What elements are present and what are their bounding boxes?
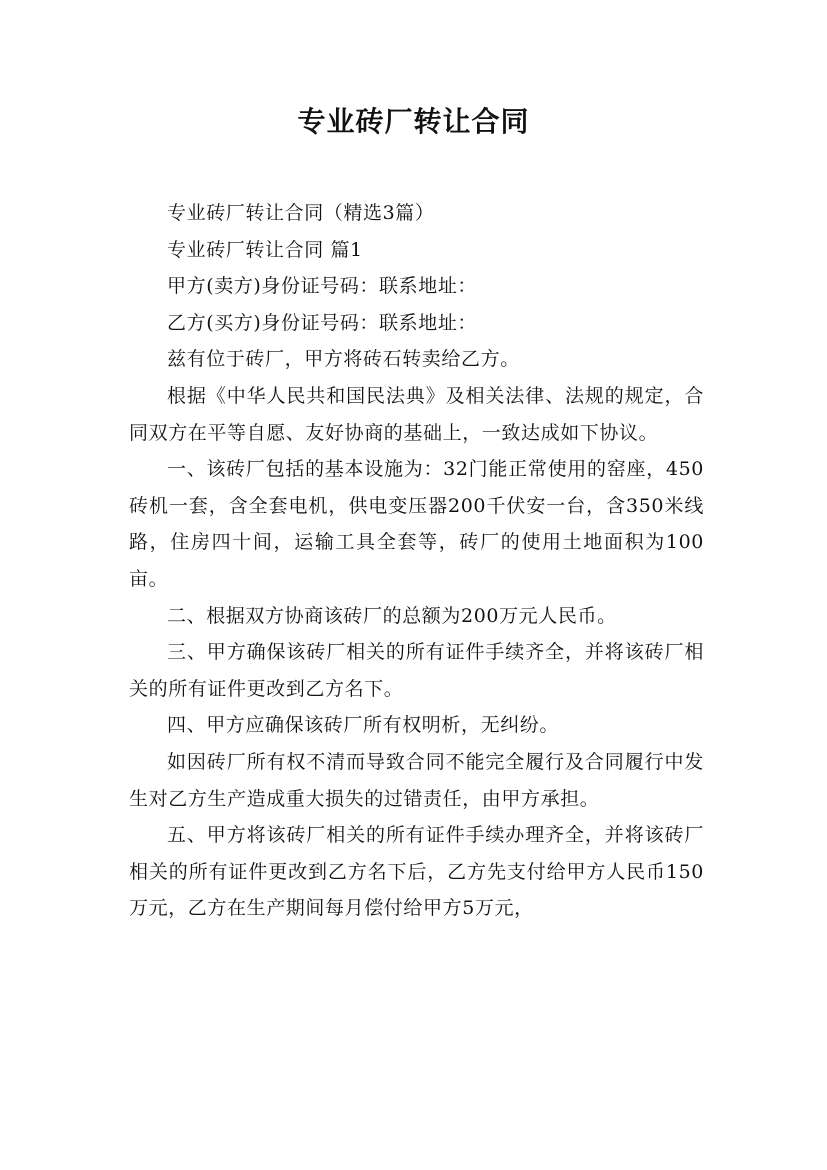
paragraph-clause-2: 二、根据双方协商该砖厂的总额为200万元人民币。: [167, 604, 617, 627]
paragraph-clause-3: 三、甲方确保该砖厂相关的所有证件手续齐全，并将该砖厂相关的所有证件更改到乙方名下。: [129, 641, 704, 700]
paragraph-liability: 如因砖厂所有权不清而导致合同不能完全履行及合同履行中发生对乙方生产造成重大损失的过错责任，由甲方承担。: [129, 750, 704, 810]
paragraph-section-heading: 专业砖厂转让合同 篇1: [167, 238, 363, 261]
paragraph-clause-5: 五、甲方将该砖厂相关的所有证件手续办理齐全，并将该砖厂相关的所有证件更改到乙方名下后，乙方先支付给甲方人民币150万元，乙方在生产期间每月偿付给甲方5万元，: [129, 824, 704, 920]
document-body: [129, 195, 704, 927]
paragraph-intro: 兹有位于砖厂，甲方将砖石转卖给乙方。: [167, 348, 520, 371]
paragraph-party-a: 甲方(卖方)身份证号码：联系地址：: [167, 275, 478, 298]
paragraph-clause-4: 四、甲方应确保该砖厂所有权明析，无纠纷。: [167, 714, 560, 737]
paragraph-clause-1: 一、该砖厂包括的基本设施为：32门能正常使用的窑座，450砖机一套，含全套电机，供电变压器200千伏安一台，含350米线路，住房四十间，运输工具全套等，砖厂的使用土地面积为100亩。: [129, 458, 704, 590]
paragraph-legal-basis: 根据《中华人民共和国民法典》及相关法律、法规的规定，合同双方在平等自愿、友好协商的基础上，一致达成如下协议。: [129, 384, 704, 444]
document-title: 专业砖厂转让合同: [297, 105, 530, 138]
paragraph-party-b: 乙方(买方)身份证号码：联系地址：: [167, 311, 478, 334]
paragraph-subtitle: 专业砖厂转让合同（精选3篇）: [167, 202, 435, 224]
